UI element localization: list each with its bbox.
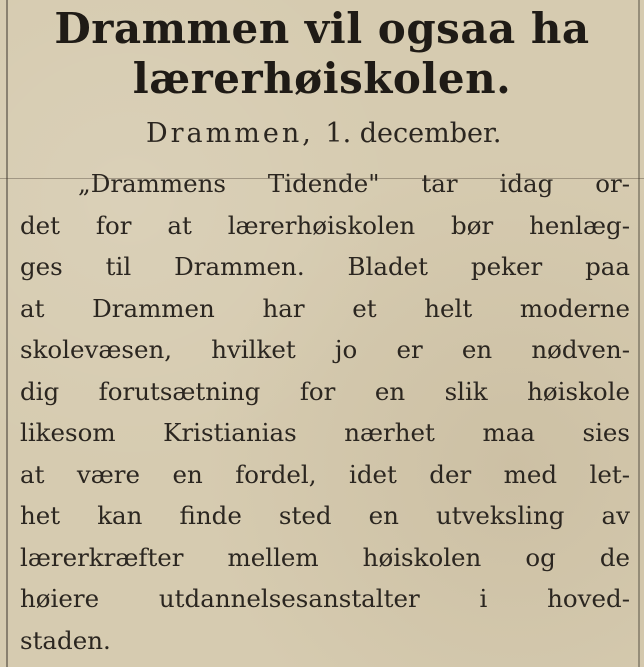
dateline-place: Drammen, [146,118,314,149]
headline [0,4,644,104]
body-line: ges til Drammen. Bladet peker paa [20,252,630,281]
headline-line-2: lærerhøiskolen. [132,54,512,103]
body-line: det for at lærerhøiskolen bør henlæg- [20,210,630,240]
dateline-date: 1. december. [325,118,502,149]
body-line: skolevæsen, hvilket jo er en nødven- [20,335,630,364]
body-line: at Drammen har et helt moderne [20,293,630,323]
body-line: høiere utdannelsesanstalter i hoved- [20,584,630,613]
body-line: „Drammens Tidende" tar idag or- [78,169,630,198]
body-line: at være en fordel, idet der med let- [20,459,630,489]
body-line: likesom Kristianias nærhet maa sies [20,418,630,447]
body-line: dig forutsætning for en slik høiskole [20,376,630,406]
headline-line-1: Drammen vil ogsaa ha [54,4,590,53]
body-line: lærerkræfter mellem høiskolen og de [20,542,630,572]
body-line: staden. [20,625,111,655]
dateline [146,118,502,150]
article-body [20,163,630,661]
body-line: het kan finde sted en utveksling av [20,501,630,530]
